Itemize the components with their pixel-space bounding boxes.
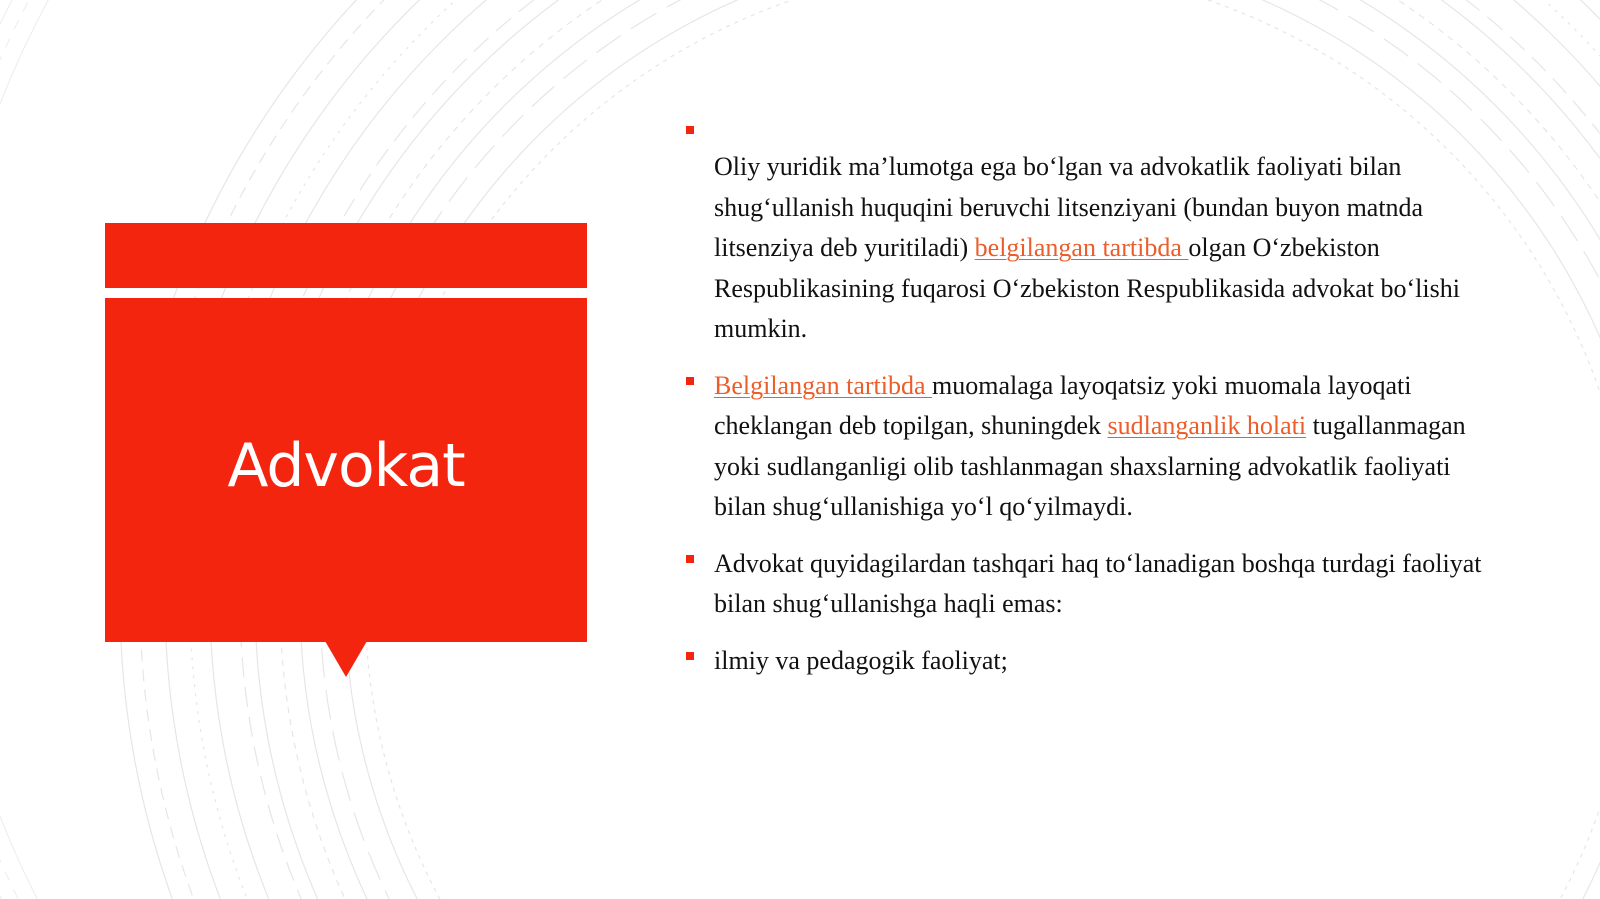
list-item-text: ilmiy va pedagogik faoliyat; bbox=[714, 645, 1008, 675]
list-item-text bbox=[714, 147, 1484, 350]
list-item bbox=[684, 544, 1484, 625]
title-accent-bar bbox=[105, 223, 587, 288]
text-segment: muomalaga layoqatsiz yoki muomala layoqati cheklangan deb topilgan, shuningdek bbox=[714, 370, 1412, 440]
list-item bbox=[684, 641, 1484, 682]
list-item bbox=[684, 366, 1484, 528]
callout-pointer bbox=[325, 641, 367, 677]
list-item-text bbox=[714, 366, 1484, 528]
belgilangan-tartibda-link[interactable]: belgilangan tartibda bbox=[974, 233, 1189, 262]
sudlanganlik-holati-link[interactable]: sudlanganlik holati bbox=[1107, 411, 1307, 440]
list-item bbox=[684, 115, 1484, 350]
bullet-square-icon bbox=[686, 377, 694, 385]
text-segment: Oliy yuridik ma’lumotga ega bo‘lgan va advokatlik faoliyati bilan shug‘ullanish huquqini beruvchi litsenziyani (bundan buyon matnda litsenziya deb yuritiladi) bbox=[714, 152, 1424, 262]
bullet-square-icon bbox=[686, 555, 694, 563]
bullet-square-icon bbox=[686, 652, 694, 660]
belgilangan-tartibda-link[interactable]: Belgilangan tartibda bbox=[714, 370, 933, 400]
list-item-text: Advokat quyidagilardan tashqari haq to‘lanadigan boshqa turdagi faoliyat bilan shug‘ullanishga haqli emas: bbox=[714, 548, 1482, 618]
content-list bbox=[684, 115, 1484, 697]
bullet-square-icon bbox=[686, 126, 694, 134]
text-segment: tugallanmagan yoki sudlanganligi olib tashlanmagan shaxslarning advokatlik faoliyati bilan shug‘ullanishiga yo‘l qo‘yilmaydi. bbox=[714, 411, 1466, 521]
text-segment: olgan O‘zbekiston Respublikasining fuqarosi O‘zbekiston Respublikasida advokat bo‘lishi mumkin. bbox=[714, 233, 1460, 343]
paragraph-spacer bbox=[714, 115, 1484, 147]
slide-title: Advokat bbox=[227, 431, 465, 501]
